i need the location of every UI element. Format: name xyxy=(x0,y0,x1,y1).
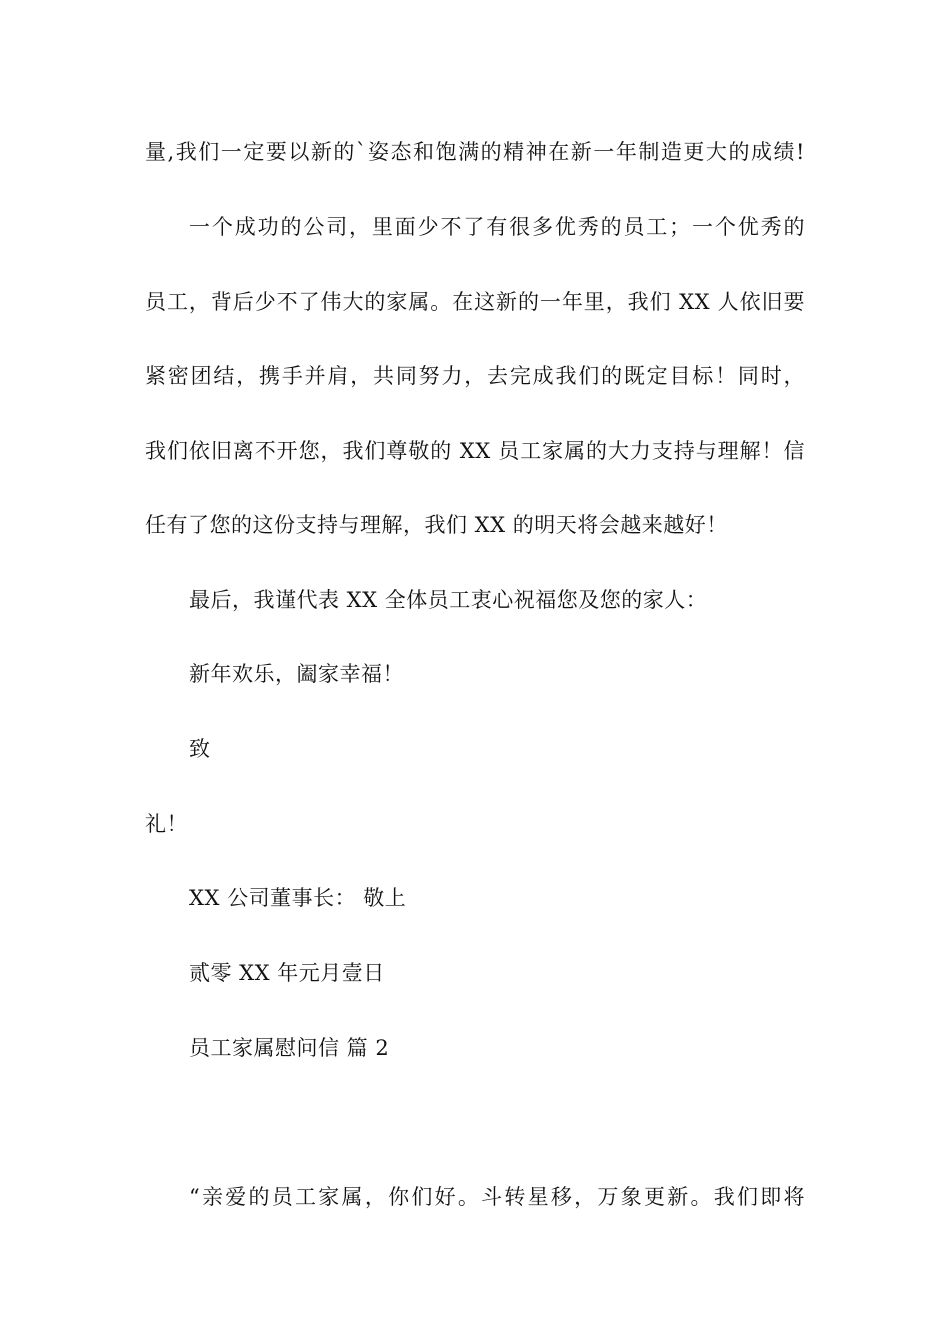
salutation-line: 礼！ xyxy=(145,812,188,836)
paragraph-line: 员工，背后少不了伟大的家属。在这新的一年里，我们 XX 人依旧要 xyxy=(145,290,805,314)
paragraph-line: 一个成功的公司，里面少不了有很多优秀的员工；一个优秀的 xyxy=(189,215,805,239)
paragraph-line: “亲爱的员工家属，你们好。斗转星移，万象更新。我们即将 xyxy=(189,1185,805,1209)
date-line: 贰零 XX 年元月壹日 xyxy=(189,961,385,985)
greeting-line: 新年欢乐，阖家幸福！ xyxy=(189,662,404,686)
section-title: 员工家属慰问信 篇 2 xyxy=(189,1036,390,1060)
paragraph-line: 任有了您的这份支持与理解，我们 XX 的明天将会越来越好！ xyxy=(145,513,728,537)
salutation-line: 致 xyxy=(189,737,211,761)
paragraph-line: 我们依旧离不开您，我们尊敬的 XX 员工家属的大力支持与理解！信 xyxy=(145,439,805,463)
signature-line: XX 公司董事长： 敬上 xyxy=(189,886,407,910)
paragraph-line: 紧密团结，携手并肩，共同努力，去完成我们的既定目标！同时， xyxy=(145,364,805,388)
paragraph-line: 量,我们一定要以新的`姿态和饱满的精神在新一年制造更大的成绩! xyxy=(145,140,805,164)
closing-wish-line: 最后，我谨代表 XX 全体员工衷心祝福您及您的家人： xyxy=(189,588,708,612)
